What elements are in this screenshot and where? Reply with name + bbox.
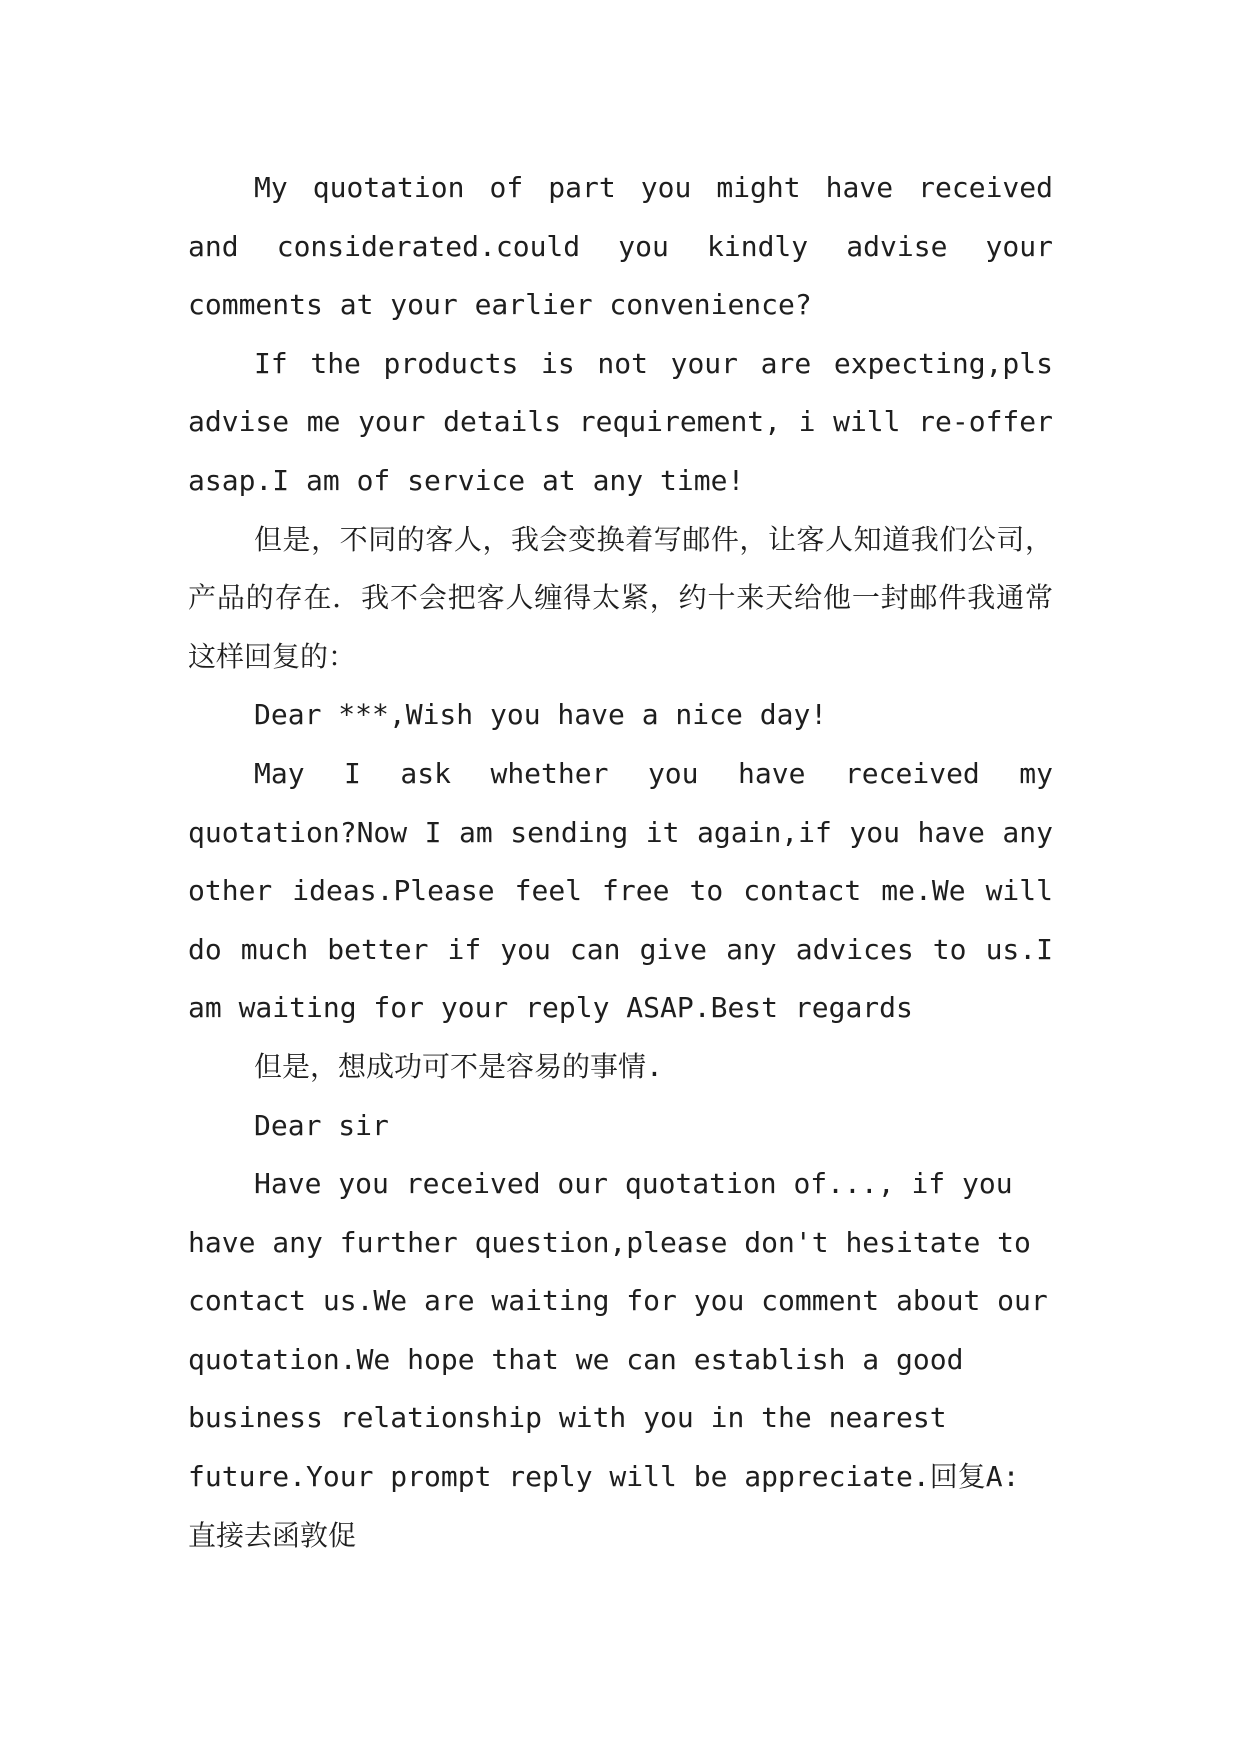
paragraph-chinese-email-approach: 但是，不同的客人，我会变换着写邮件，让客人知道我们公司，产品的存在．我不会把客人缠得太紧，约十来天给他一封邮件我通常这样回复的： <box>188 522 1053 673</box>
paragraph-greeting: Dear ***,Wish you have a nice day! <box>254 698 828 732</box>
paragraph-dear-sir: Dear sir <box>254 1108 389 1142</box>
paragraph-products-requirement: If the products is not your are expecting,pls advise me your details requirement, i will re-offer asap.I am of service at any time! <box>188 346 1053 497</box>
paragraph-chinese-success: 但是，想成功可不是容易的事情. <box>254 1049 663 1083</box>
paragraph-have-you-received: Have you received our quotation of..., if you have any further question,please don't hesitate to contact us.We are waiting for you comment about our quotation.We hope that we can establish a good business relationship with you in the nearest future.Your prompt reply will be appreciate.回复A: 直接去函敦促 <box>188 1167 1048 1552</box>
paragraph-quotation-followup: My quotation of part you might have received and considerated.could you kindly advise your comments at your earlier convenience? <box>188 171 1053 322</box>
paragraph-ask-received: May I ask whether you have received my quotation?Now I am sending it again,if you have any other ideas.Please feel free to contact me.We will do much better if you can give any advices to us.I am waiting for your reply ASAP.Best regards <box>188 756 1053 1025</box>
document-body <box>188 159 1053 1565</box>
